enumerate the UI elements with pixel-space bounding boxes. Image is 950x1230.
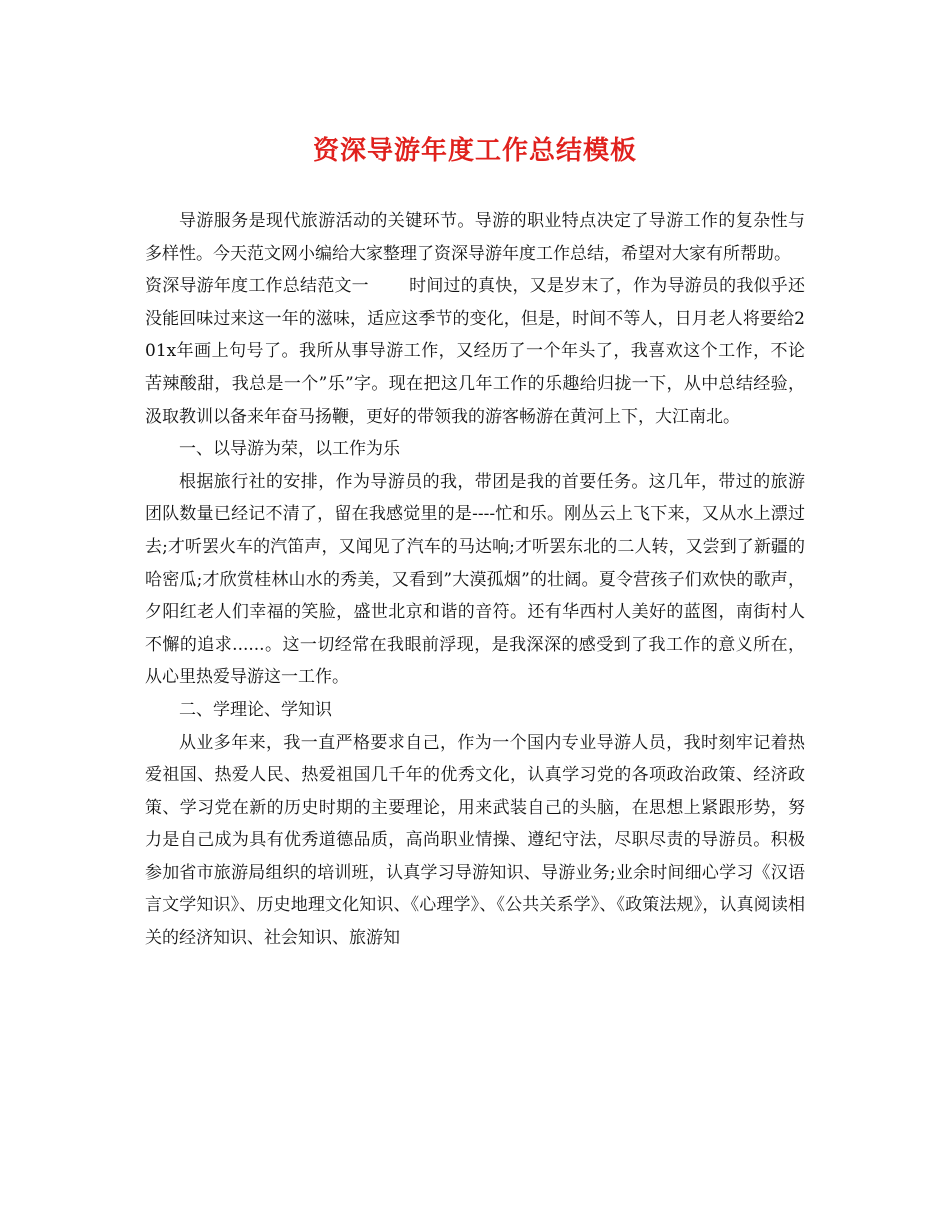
section-1-heading: 一、以导游为荣，以工作为乐: [179, 439, 400, 460]
document-title: 资深导游年度工作总结模板: [312, 136, 637, 166]
section-2-heading: 二、学理论、学知识: [179, 699, 332, 720]
document-body: [145, 205, 805, 955]
sample-paragraph: [145, 270, 805, 433]
sample-opening-text: 时间过的真快，又是岁末了，作为导游员的我似乎还没能回味过来这一年的滋味，适应这季节的变化，但是，时间不等人，日月老人将要给201x年画上句号了。我所从事导游工作，又经历了一个年头了，我喜欢这个工作，不论苦辣酸甜，我总是一个”乐”字。现在把这几年工作的乐趣给归拢一下，从中总结经验，汲取教训以备来年奋马扬鞭，更好的带领我的游客畅游在黄河上下，大江南北。: [145, 276, 806, 427]
section-2-paragraph: 从业多年来，我一直严格要求自己，作为一个国内专业导游人员，我时刻牢记着热爱祖国、热爱人民、热爱祖国几千年的优秀文化，认真学习党的各项政治政策、经济政策、学习党在新的历史时期的主要理论，用来武装自己的头脑，在思想上紧跟形势，努力是自己成为具有优秀道德品质，高尚职业情操、遵纪守法，尽职尽责的导游员。积极参加省市旅游局组织的培训班，认真学习导游知识、导游业务;业余时间细心学习《汉语言文学知识》、历史地理文化知识、《心理学》、《公共关系学》、《政策法规》，认真阅读相关的经济知识、社会知识、旅游知: [145, 732, 805, 949]
section-1-paragraph: 根据旅行社的安排，作为导游员的我，带团是我的首要任务。这几年，带过的旅游团队数量已经记不清了，留在我感觉里的是----忙和乐。刚丛云上飞下来，又从水上漂过去;才听罢火车的汽笛声，又闻见了汽车的马达响;才听罢东北的二人转，又尝到了新疆的哈密瓜;才欣赏桂林山水的秀美，又看到”大漠孤烟”的壮阔。夏令营孩子们欢快的歌声，夕阳红老人们幸福的笑脸，盛世北京和谐的音符。还有华西村人美好的蓝图，南街村人不懈的追求......。这一切经常在我眼前浮现，是我深深的感受到了我工作的意义所在，从心里热爱导游这一工作。: [145, 471, 805, 688]
intro-paragraph: 导游服务是现代旅游活动的关键环节。导游的职业特点决定了导游工作的复杂性与多样性。今天范文网小编给大家整理了资深导游年度工作总结，希望对大家有所帮助。: [145, 211, 805, 264]
sample-heading: 资深导游年度工作总结范文一: [145, 276, 369, 297]
